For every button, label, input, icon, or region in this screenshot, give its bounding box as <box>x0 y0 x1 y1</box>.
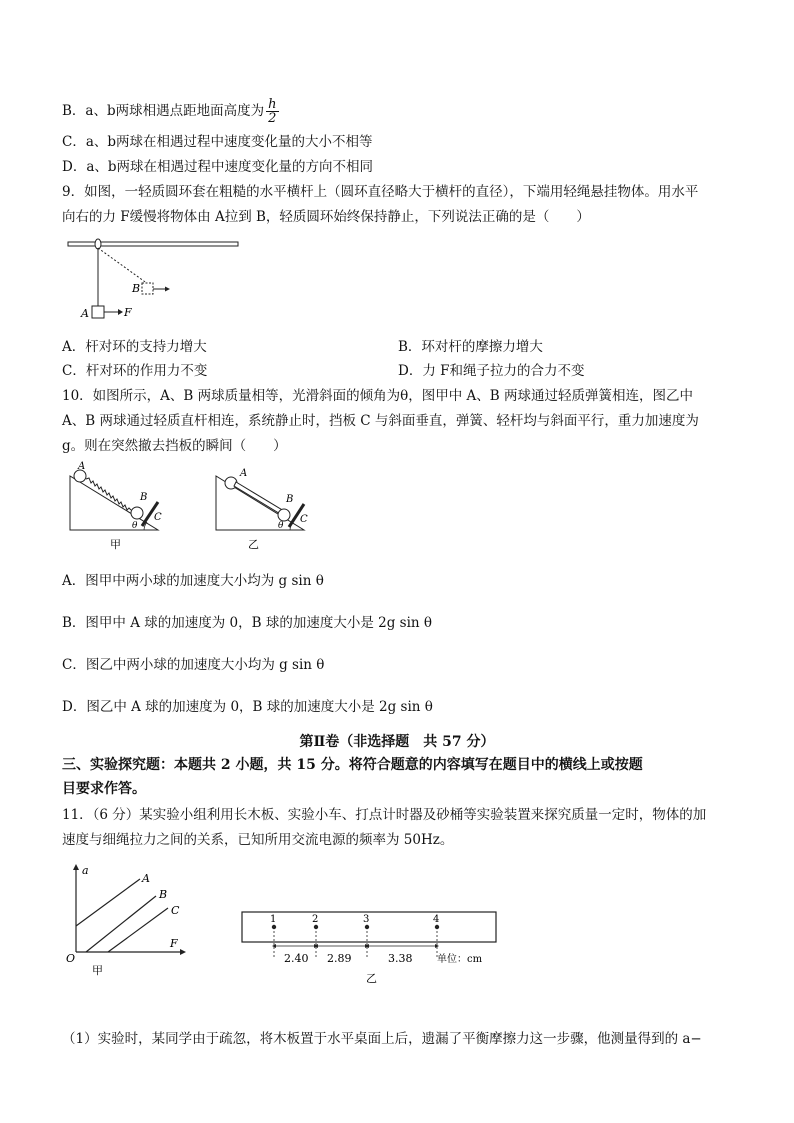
label-b-jia: B <box>140 492 148 503</box>
q10-stem-line2: A、B 两球通过轻质直杆相连，系统静止时，挡板 C 与斜面垂直，弹簧、轻杆均与斜面平行，重力加速度为 <box>62 413 699 429</box>
dot-label-3: 3 <box>363 914 370 925</box>
q10-option-d: D．图乙中 A 球的加速度为 0，B 球的加速度大小是 2g sin θ <box>62 699 433 715</box>
origin-label: O <box>66 952 76 965</box>
line-label-b: B <box>159 888 168 901</box>
label-f: F <box>124 306 132 319</box>
object-at-b <box>142 283 153 294</box>
dot-label-2: 2 <box>312 914 319 925</box>
label-theta-yi: θ <box>278 521 284 531</box>
q10-stem-line3: g。则在突然撤去挡板的瞬间（ ） <box>62 438 287 454</box>
label-a-jia: A <box>78 461 86 472</box>
q10-figure-yi <box>212 462 322 554</box>
light-ring <box>95 239 101 249</box>
horizontal-rod <box>68 242 238 246</box>
q9-option-b: B．环对杆的摩擦力增大 <box>398 339 543 355</box>
caption-graph: 甲 <box>92 964 103 977</box>
label-a-yi: A <box>240 468 248 479</box>
label-b-yi: B <box>286 494 294 505</box>
q9-stem-line1: 9．如图，一轻质圆环套在粗糙的水平横杆上（圆环直径略大于横杆的直径），下端用轻绳悬挂物体。用水平 <box>62 184 699 200</box>
q10-option-c: C．图乙中两小球的加速度大小均为 g sin θ <box>62 657 325 673</box>
label-c-jia: C <box>154 512 162 523</box>
q10-figure-jia <box>66 462 176 554</box>
rope-dashed <box>98 248 148 284</box>
gap-value-1: 2.40 <box>284 952 309 965</box>
q9-option-c: C．杆对环的作用力不变 <box>62 363 208 379</box>
section3-heading-line2: 目要求作答。 <box>62 781 146 797</box>
label-a: A <box>81 307 89 320</box>
q10-stem-line1: 10．如图所示，A、B 两球质量相等，光滑斜面的倾角为θ，图甲中 A、B 两球通过轻质弹簧相连，图乙中 <box>62 388 694 404</box>
label-theta-jia: θ <box>132 521 138 531</box>
q11-sub1: （1）实验时，某同学由于疏忽，将木板置于水平桌面上后，遗漏了平衡摩擦力这一步骤，他测量得到的 a− <box>62 1031 702 1047</box>
line-a <box>76 879 140 926</box>
q11-paper-tape <box>238 906 508 986</box>
gap-value-3: 3.38 <box>388 952 413 965</box>
q10-option-b: B．图甲中 A 球的加速度为 0，B 球的加速度大小是 2g sin θ <box>62 615 433 631</box>
q10-option-a: A．图甲中两小球的加速度大小均为 g sin θ <box>62 573 324 589</box>
line-c <box>108 908 168 952</box>
dot-label-1: 1 <box>270 914 277 925</box>
q11-stem-line1: 11．（6 分）某实验小组利用长木板、实验小车、打点计时器及砂桶等实验装置来探究质量一定时，物体的加 <box>62 807 707 823</box>
dot-label-4: 4 <box>433 914 440 925</box>
object-at-a <box>92 306 104 318</box>
q9-stem-line2: 向右的力 F缓慢将物体由 A拉到 B，轻质圆环始终保持静止，下列说法正确的是（ ） <box>62 209 590 225</box>
section3-heading-line1: 三、实验探究题：本题共 2 小题，共 15 分。将符合题意的内容填写在题目中的横线上或按题 <box>62 757 643 773</box>
line-label-a: A <box>142 872 150 885</box>
q8-option-b: B．a、b两球相遇点距地面高度为 $\frac{h}{2}$ <box>62 97 277 126</box>
q9-option-d: D．力 F和绳子拉力的合力不变 <box>398 363 585 379</box>
label-b: B <box>132 282 141 295</box>
q8-option-c: C．a、b两球在相遇过程中速度变化量的大小不相等 <box>62 134 373 150</box>
caption-tape: 乙 <box>366 972 377 985</box>
axis-label-a: a <box>82 864 89 877</box>
q11-graph-a-f <box>64 862 194 977</box>
q11-stem-line2: 速度与细绳拉力之间的关系，已知所用交流电源的频率为 50Hz。 <box>62 832 454 848</box>
line-label-c: C <box>171 904 180 917</box>
ball-b-jia <box>131 507 143 519</box>
fraction-h-over-2: $\frac{h}{2}$ <box>268 97 277 126</box>
axis-label-f: F <box>170 937 178 950</box>
q9-figure-ring-rod <box>62 234 242 329</box>
ball-b-yi <box>278 509 290 521</box>
label-c-yi: C <box>300 514 308 525</box>
part2-title: 第Ⅱ卷（非选择题 共 57 分） <box>299 734 495 750</box>
q9-option-a: A．杆对环的支持力增大 <box>62 339 207 355</box>
caption-jia: 甲 <box>110 538 121 551</box>
caption-yi: 乙 <box>248 538 259 551</box>
gap-value-2: 2.89 <box>327 952 352 965</box>
q8-option-d: D．a、b两球在相遇过程中速度变化量的方向不相同 <box>62 159 374 175</box>
unit-label: 单位：cm <box>437 954 483 965</box>
